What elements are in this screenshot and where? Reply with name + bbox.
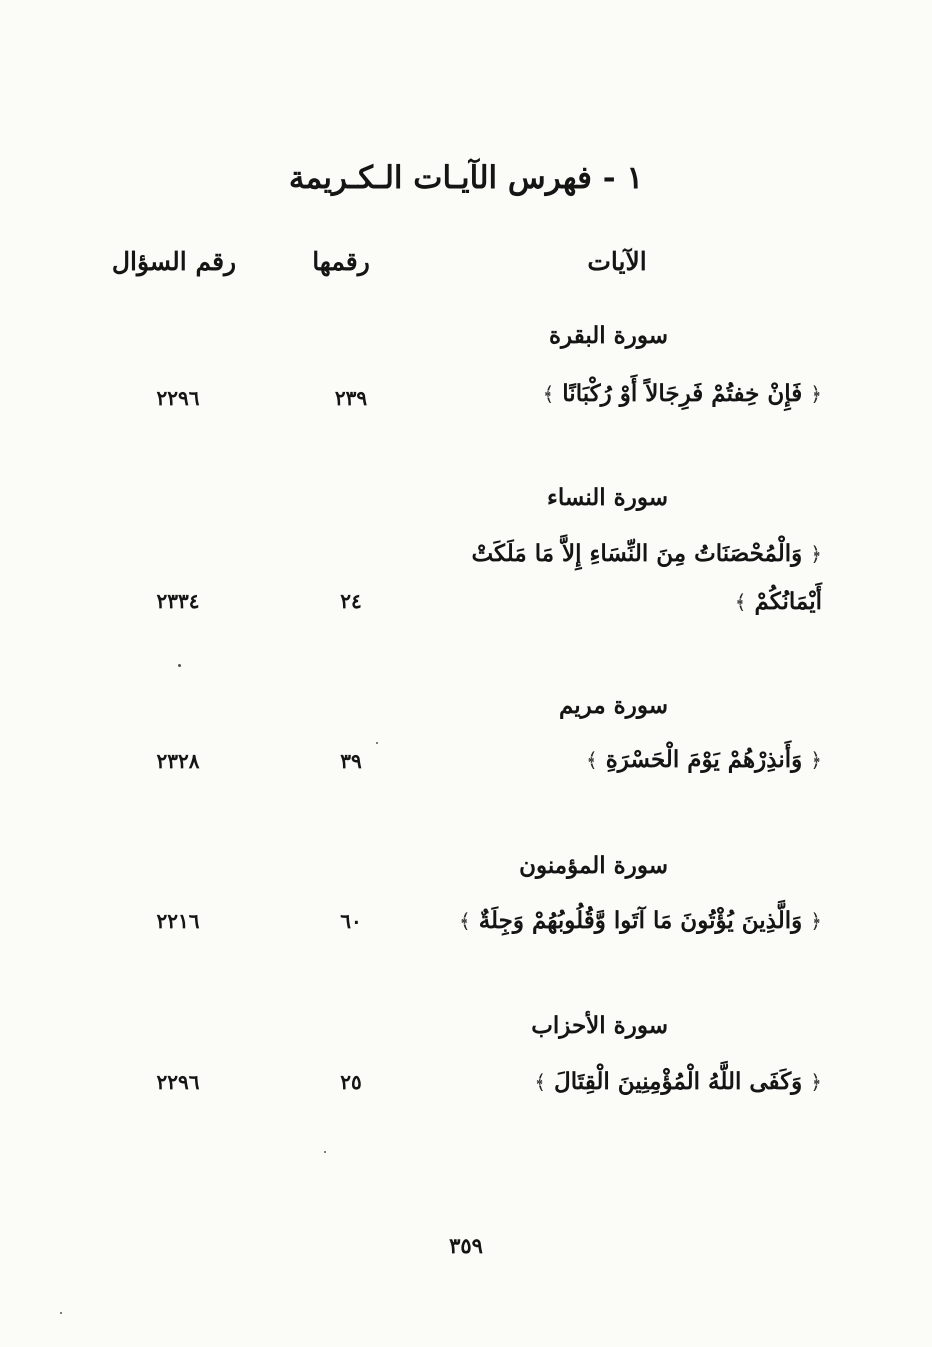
surah-heading: سورة النساء <box>547 484 668 511</box>
brace-close: ﴾ <box>542 382 555 406</box>
scan-speck <box>60 1312 62 1314</box>
surah-heading: سورة الأحزاب <box>531 1012 668 1039</box>
verse-number: ٢٣٩ <box>334 386 368 410</box>
surah-heading: سورة البقرة <box>548 322 668 349</box>
verse-text <box>402 736 822 784</box>
brace-close: ﴾ <box>585 748 598 772</box>
question-number: ٢٢١٦ <box>156 909 200 933</box>
question-number: ٢٣٢٨ <box>156 749 200 773</box>
page-number: ٣٥٩ <box>449 1233 483 1258</box>
verse-body: وَأَنذِرْهُمْ يَوْمَ الْحَسْرَةِ <box>605 746 803 773</box>
page-title: ١ - فهرس الآيـات الـكـريمة <box>288 160 644 196</box>
verse-text <box>402 897 822 945</box>
question-number: ٢٢٩٦ <box>156 1070 200 1094</box>
brace-open: ﴿ <box>810 382 822 406</box>
question-number: ٢٢٩٦ <box>156 386 200 410</box>
verse-body: وَكَفَى اللَّهُ الْمُؤْمِنِينَ الْقِتَالَ <box>554 1068 803 1095</box>
brace-open: ﴿ <box>810 909 822 933</box>
verse-number: ٢٥ <box>340 1070 362 1094</box>
verse-body: وَالَّذِينَ يُؤْتُونَ مَا آتَوا وَّقُلُوبُهُمْ وَجِلَةٌ <box>478 907 803 934</box>
verse-number: ٣٩ <box>340 749 362 773</box>
header-question-number: رقم السؤال <box>111 247 237 276</box>
scan-speck <box>178 664 181 667</box>
brace-open: ﴿ <box>810 748 822 772</box>
brace-open: ﴿ <box>810 542 822 566</box>
verse-body: وَالْمُحْصَنَاتُ مِنَ النِّسَاءِ إِلاَّ مَا مَلَكَتْ أَيْمَانُكُمْ <box>471 540 822 615</box>
surah-heading: سورة مريم <box>558 692 668 719</box>
brace-close: ﴾ <box>458 909 471 933</box>
brace-close: ﴾ <box>734 590 747 614</box>
verse-text <box>402 370 822 418</box>
verse-text <box>402 530 822 626</box>
verse-text <box>402 1058 822 1106</box>
header-verse-number: رقمها <box>312 247 370 276</box>
verse-number: ٢٤ <box>340 589 362 613</box>
header-verses: الآيات <box>587 247 647 276</box>
question-number: ٢٣٣٤ <box>156 589 200 613</box>
brace-open: ﴿ <box>810 1070 822 1094</box>
scan-speck <box>376 742 378 744</box>
scan-speck <box>324 1151 326 1153</box>
verse-body: فَإِنْ خِفتُمْ فَرِجَالاً أَوْ رُكْبَانًا <box>562 380 803 407</box>
surah-heading: سورة المؤمنون <box>519 852 668 879</box>
verse-number: ٦٠ <box>340 909 362 933</box>
brace-close: ﴾ <box>534 1070 547 1094</box>
